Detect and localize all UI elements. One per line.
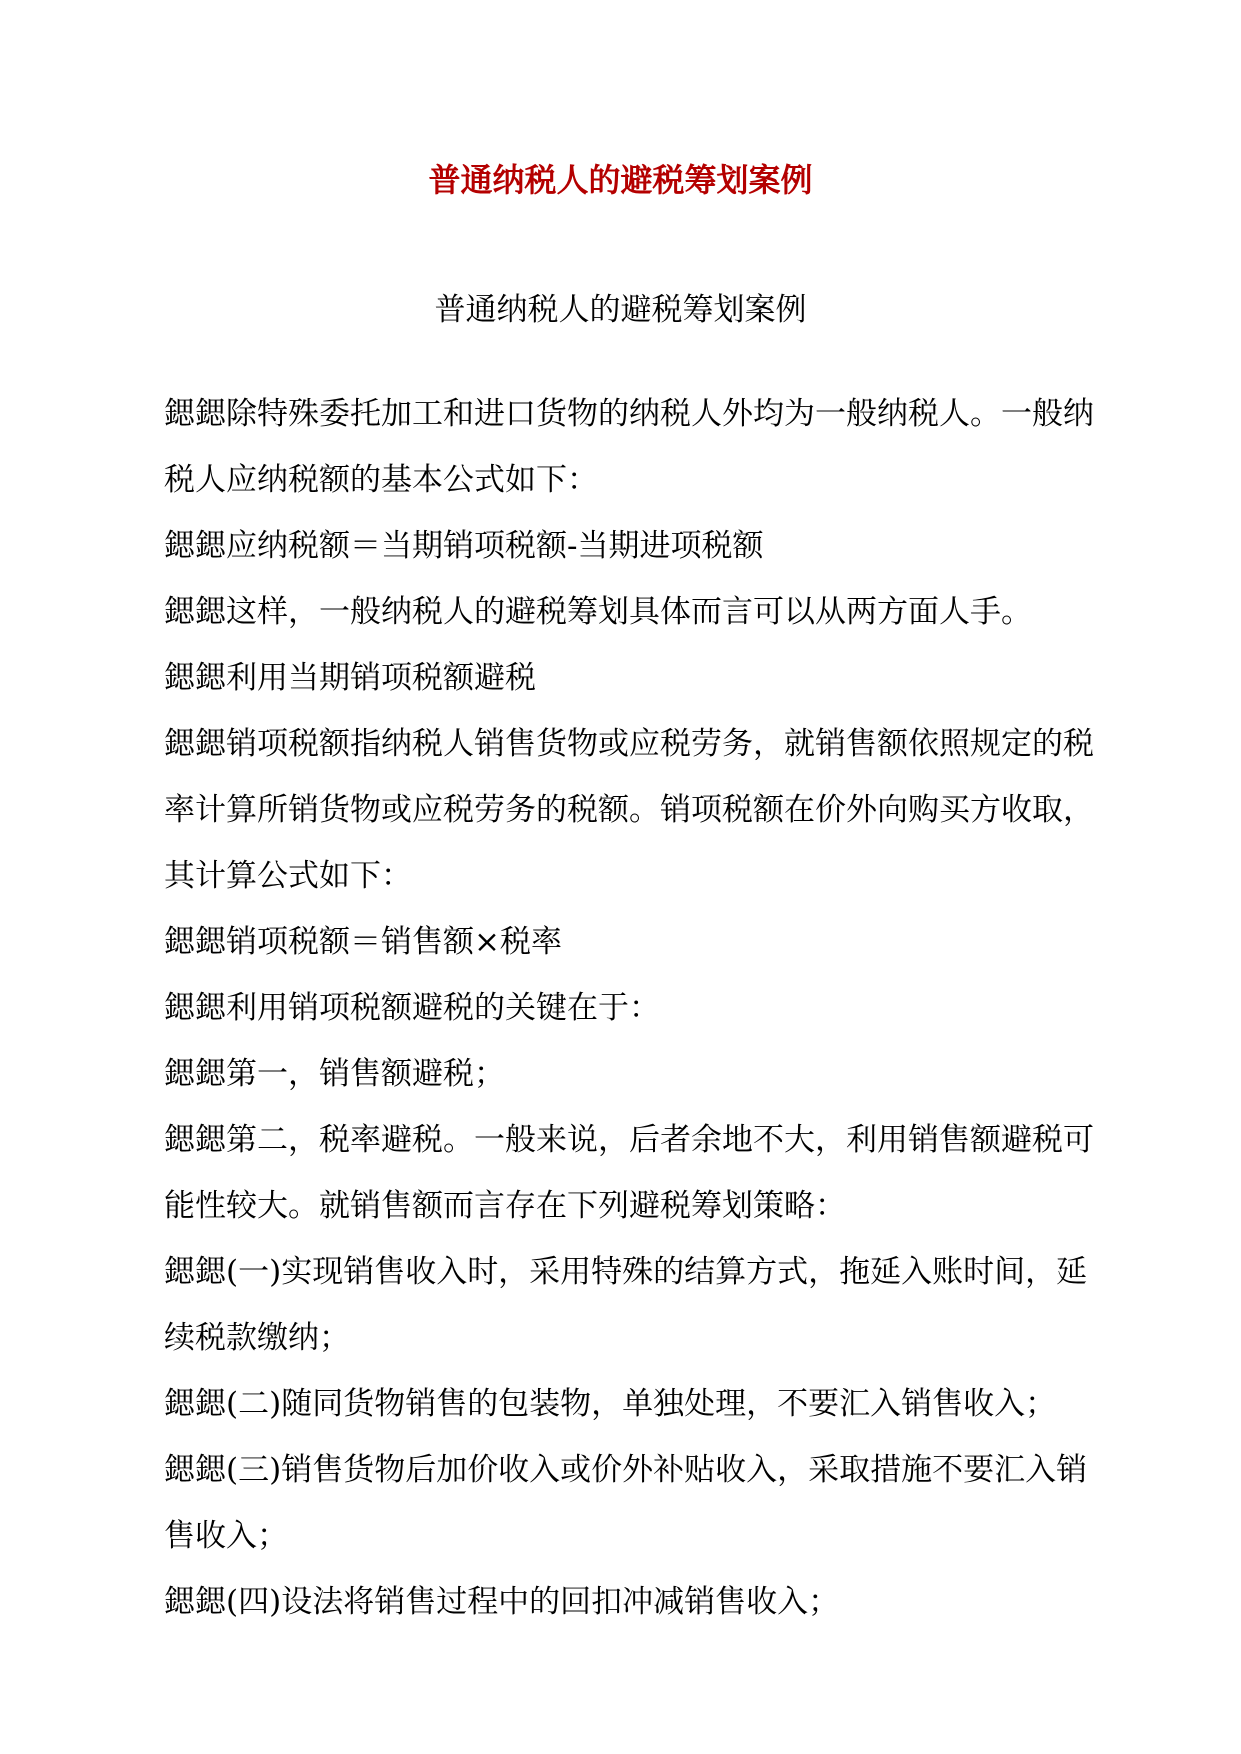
paragraph-first-point: 鍶鍶第一，销售额避税； — [164, 1056, 505, 1092]
paragraph-strategy-1: 鍶鍶(一)实现销售收入时，采用特殊的结算方式，拖延入账时间，延续税款缴纳； — [164, 1254, 1088, 1356]
paragraph-strategy-3: 鍶鍶(三)销售货物后加价收入或价外补贴收入，采取措施不要汇入销售收入； — [164, 1452, 1088, 1554]
paragraph-output-tax-definition: 鍶鍶销项税额指纳税人销售货物或应税劳务，就销售额依照规定的税率计算所销货物或应税劳务的税额。销项税额在价外向购买方收取，其计算公式如下： — [164, 726, 1094, 894]
document-title: 普通纳税人的避税筹划案例 — [428, 161, 813, 199]
paragraph-strategy-4: 鍶鍶(四)设法将销售过程中的回扣冲减销售收入； — [164, 1584, 840, 1620]
paragraph-tax-formula: 鍶鍶应纳税额＝当期销项税额-当期进项税额 — [164, 528, 764, 564]
document-subtitle: 普通纳税人的避税筹划案例 — [434, 292, 807, 328]
paragraph-output-tax-heading: 鍶鍶利用当期销项税额避税 — [164, 660, 536, 696]
paragraph-output-tax-formula: 鍶鍶销项税额＝销售额×税率 — [164, 924, 562, 960]
paragraph-strategy-2: 鍶鍶(二)随同货物销售的包装物，单独处理，不要汇入销售收入； — [164, 1386, 1057, 1422]
paragraph-key-points: 鍶鍶利用销项税额避税的关键在于： — [164, 990, 660, 1026]
document-body — [164, 381, 1104, 1635]
paragraph-two-aspects: 鍶鍶这样，一般纳税人的避税筹划具体而言可以从两方面人手。 — [164, 594, 1032, 630]
paragraph-second-point: 鍶鍶第二，税率避税。一般来说，后者余地不大，利用销售额避税可能性较大。就销售额而言存在下列避税筹划策略： — [164, 1122, 1094, 1224]
paragraph-taxpayer-definition: 鍶鍶除特殊委托加工和进口货物的纳税人外均为一般纳税人。一般纳税人应纳税额的基本公式如下： — [164, 396, 1094, 498]
